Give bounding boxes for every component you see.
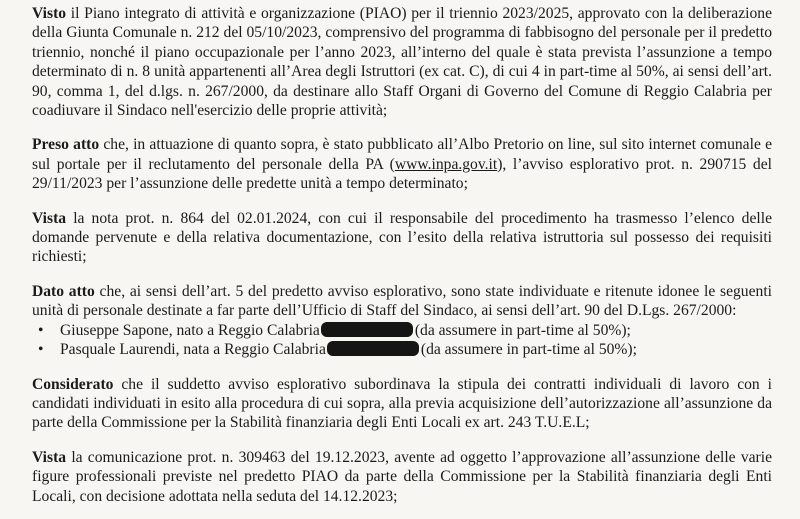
paragraph-considerato xyxy=(32,375,772,433)
inpa-link[interactable]: www.inpa.gov.it xyxy=(394,155,498,173)
paragraph-dato-atto xyxy=(32,282,772,321)
paragraph-text: che, in attuazione di quanto sopra, è stato pubblicato all’Albo Pretorio on line, sul sito internet comunale e sul portale per il reclutamento del personale della PA ( xyxy=(32,136,772,173)
list-item xyxy=(32,340,772,359)
candidate-name: Pasquale Laurendi, nata a Reggio Calabria xyxy=(60,341,326,359)
paragraph-lead: Visto xyxy=(32,5,67,22)
candidate-list xyxy=(32,321,772,360)
candidate-note: (da assumere in part-time al 50%); xyxy=(420,341,637,359)
paragraph-lead: Vista xyxy=(32,448,67,466)
list-item xyxy=(32,321,772,340)
candidate-note: (da assumere in part-time al 50%); xyxy=(414,321,631,339)
paragraph-lead: Dato atto xyxy=(32,282,95,300)
bullet-icon: • xyxy=(38,341,44,359)
paragraph-lead: Preso atto xyxy=(32,136,100,154)
paragraph-text: che il suddetto avviso esplorativo subordinava la stipula dei contratti individuali di lavoro con i candidati individuati in esito alla procedura di cui sopra, alla previa acquisizione dell’autorizzazione all’assunzione da parte della Commissione per la Stabilità finanziaria degli Enti Locali ex art. 243 T.U.E.L; xyxy=(32,375,772,432)
paragraph-text: che, ai sensi dell’art. 5 del predetto avviso esplorativo, sono state individuate e ritenute idonee le seguenti unità di personale destinate a far parte dell’Ufficio di Staff del Sindaco, ai sensi dell’art. 90 del D.Lgs. 267/2000: xyxy=(32,282,772,320)
redaction-block xyxy=(321,322,413,337)
paragraph-text: ), l’avviso esplorativo prot. n. 290715 del 29/11/2023 per l’assunzione delle predette unità a tempo determinato; xyxy=(32,155,772,193)
paragraph-text: la comunicazione prot. n. 309463 del 19.12.2023, avente ad oggetto l’approvazione all’assunzione delle varie figure professionali previste nel predetto PIAO da parte della Commissione per la Stabilità finanziaria degli Enti Locali, con decisione adottata nella seduta del 14.12.2023; xyxy=(32,448,772,505)
paragraph-text: la nota prot. n. 864 del 02.01.2024, con cui il responsabile del procedimento ha trasmesso l’elenco delle domande pervenute e della relativa documentazione, con l’esito della relativa istruttoria sul possesso dei requisiti richiesti; xyxy=(32,209,772,266)
paragraph-vista-nota xyxy=(32,209,772,267)
bullet-icon: • xyxy=(38,321,44,339)
paragraph-preso-atto xyxy=(32,135,772,193)
paragraph-text: il Piano integrato di attività e organizzazione (PIAO) per il triennio 2023/2025, approvato con la deliberazione della Giunta Comunale n. 212 del 05/10/2023, comprensivo del programma di fabbisogno del personale per il predetto triennio, nonché il piano occupazionale per l’anno 2023, all’interno del quale è stata prevista l’assunzione a tempo determinato di n. 8 unità appartenenti all’Area degli Istruttori (ex cat. C), di cui 4 in part-time al 50%, ai sensi dell’art. 90, comma 1, del d.lgs. n. 267/2000, da destinare allo Staff Organi di Governo del Comune di Reggio Calabria per coadiuvare il Sindaco nell'esercizio delle proprie attività; xyxy=(32,5,772,120)
redaction-block xyxy=(327,341,419,356)
paragraph-visto-piao xyxy=(32,4,772,120)
candidate-name: Giuseppe Sapone, nato a Reggio Calabria xyxy=(60,321,320,339)
paragraph-vista-comunicazione xyxy=(32,448,772,506)
paragraph-lead: Considerato xyxy=(32,375,114,393)
paragraph-lead: Vista xyxy=(32,209,67,227)
